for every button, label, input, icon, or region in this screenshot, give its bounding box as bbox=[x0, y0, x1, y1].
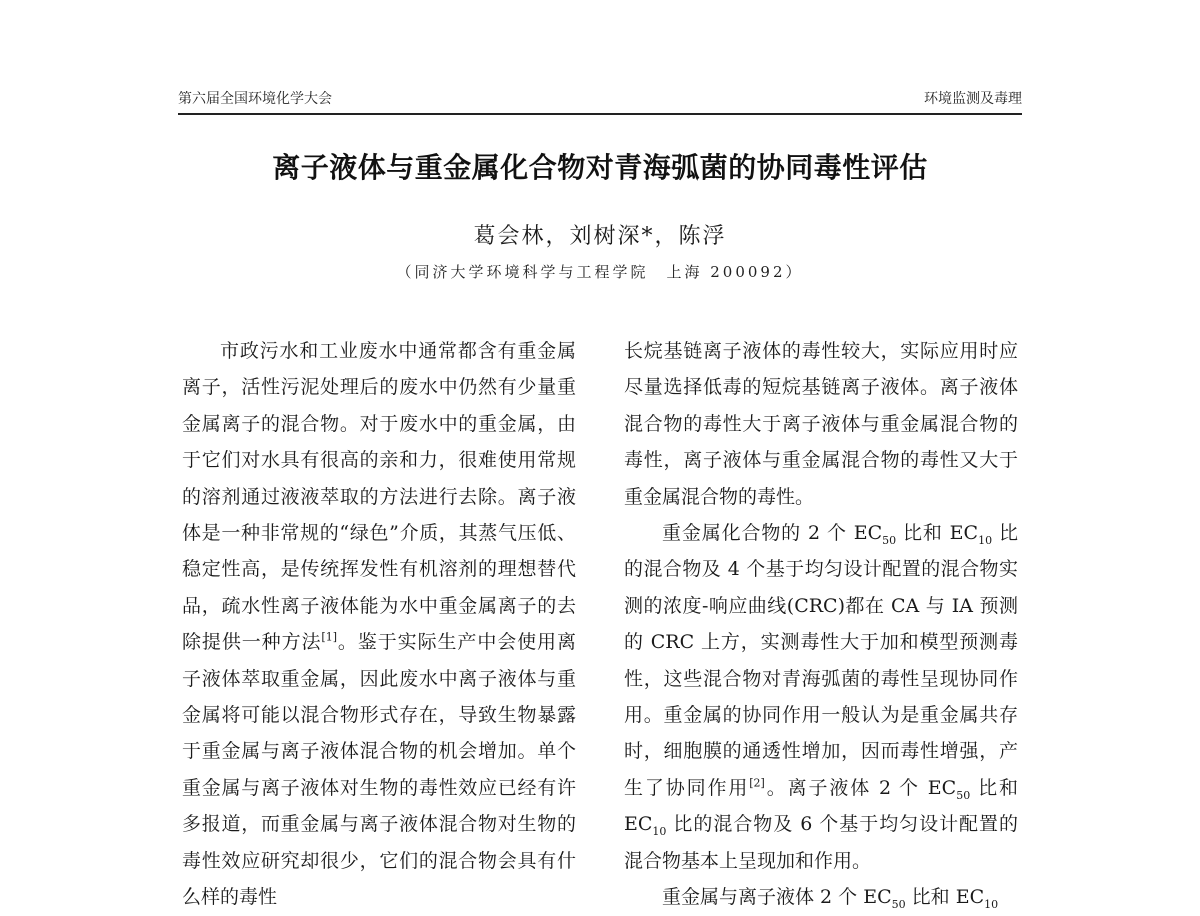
section-name: 环境监测及毒理 bbox=[924, 91, 1022, 107]
right-paragraph-1: 长烷基链离子液体的毒性较大，实际应用时应尽量选择低毒的短烷基链离子液体。离子液体混合物的毒性大于离子液体与重金属混合物的毒性，离子液体与重金属混合物的毒性又大于重金属混合物的毒性。 bbox=[624, 340, 1018, 508]
citation-ref[interactable]: [1] bbox=[321, 630, 337, 644]
right-paragraph-2: 重金属化合物的 2 个 $EC_{50}$ 比和 $EC_{10}$ 比的混合物及 4 个基于均匀设计配置的混合物实测的浓度-响应曲线(CRC)都在 CA 与 IA 预测的 CRC 上方，实测毒性大于加和模型预测毒性，这些混合物对青海弧菌的毒性呈现协同作用。重金属的协同作用一般认为是重金属共存时，细胞膜的通透性增加，因而毒性增强，产生了协同作用[2]。离子液体 2 个 $EC_{50}$ 比和 $EC_{10}$ 比的混合物及 6 个基于均匀设计配置的混合物基本上呈现加和作用。 bbox=[624, 522, 1018, 872]
affiliation: （同济大学环境科学与工程学院 上海 200092） bbox=[396, 263, 804, 281]
right-paragraph-3: 重金属与离子液体 2 个 $EC_{50}$ 比和 $EC_{10}$ bbox=[662, 886, 999, 911]
conference-name: 第六届全国环境化学大会 bbox=[178, 91, 332, 107]
authors: 葛会林，刘树深*，陈浮 bbox=[473, 224, 727, 249]
running-header bbox=[178, 88, 1022, 108]
left-paragraph-1: 市政污水和工业废水中通常都含有重金属离子，活性污泥处理后的废水中仍然有少量重金属离子的混合物。对于废水中的重金属，由于它们对水具有很高的亲和力，很难使用常规的溶剂通过液液萃取的方法进行去除。离子液体是一种非常规的“绿色”介质，其蒸气压低、稳定性高，是传统挥发性有机溶剂的理想替代品，疏水性离子液体能为水中重金属离子的去除提供一种方法[1]。鉴于实际生产中会使用离子液体萃取重金属，因此废水中离子液体与重金属将可能以混合物形式存在，导致生物暴露于重金属与离子液体混合物的机会增加。单个重金属与离子液体对生物的毒性效应已经有许多报道，而重金属与离子液体混合物对生物的毒性效应研究却很少，它们的混合物会具有什么样的毒性 bbox=[182, 340, 576, 909]
right-column bbox=[624, 333, 1018, 911]
paper-title: 离子液体与重金属化合物对青海弧菌的协同毒性评估 bbox=[272, 151, 928, 184]
left-column bbox=[182, 333, 576, 909]
header-rule bbox=[178, 113, 1022, 115]
citation-ref[interactable]: [2] bbox=[749, 776, 765, 790]
